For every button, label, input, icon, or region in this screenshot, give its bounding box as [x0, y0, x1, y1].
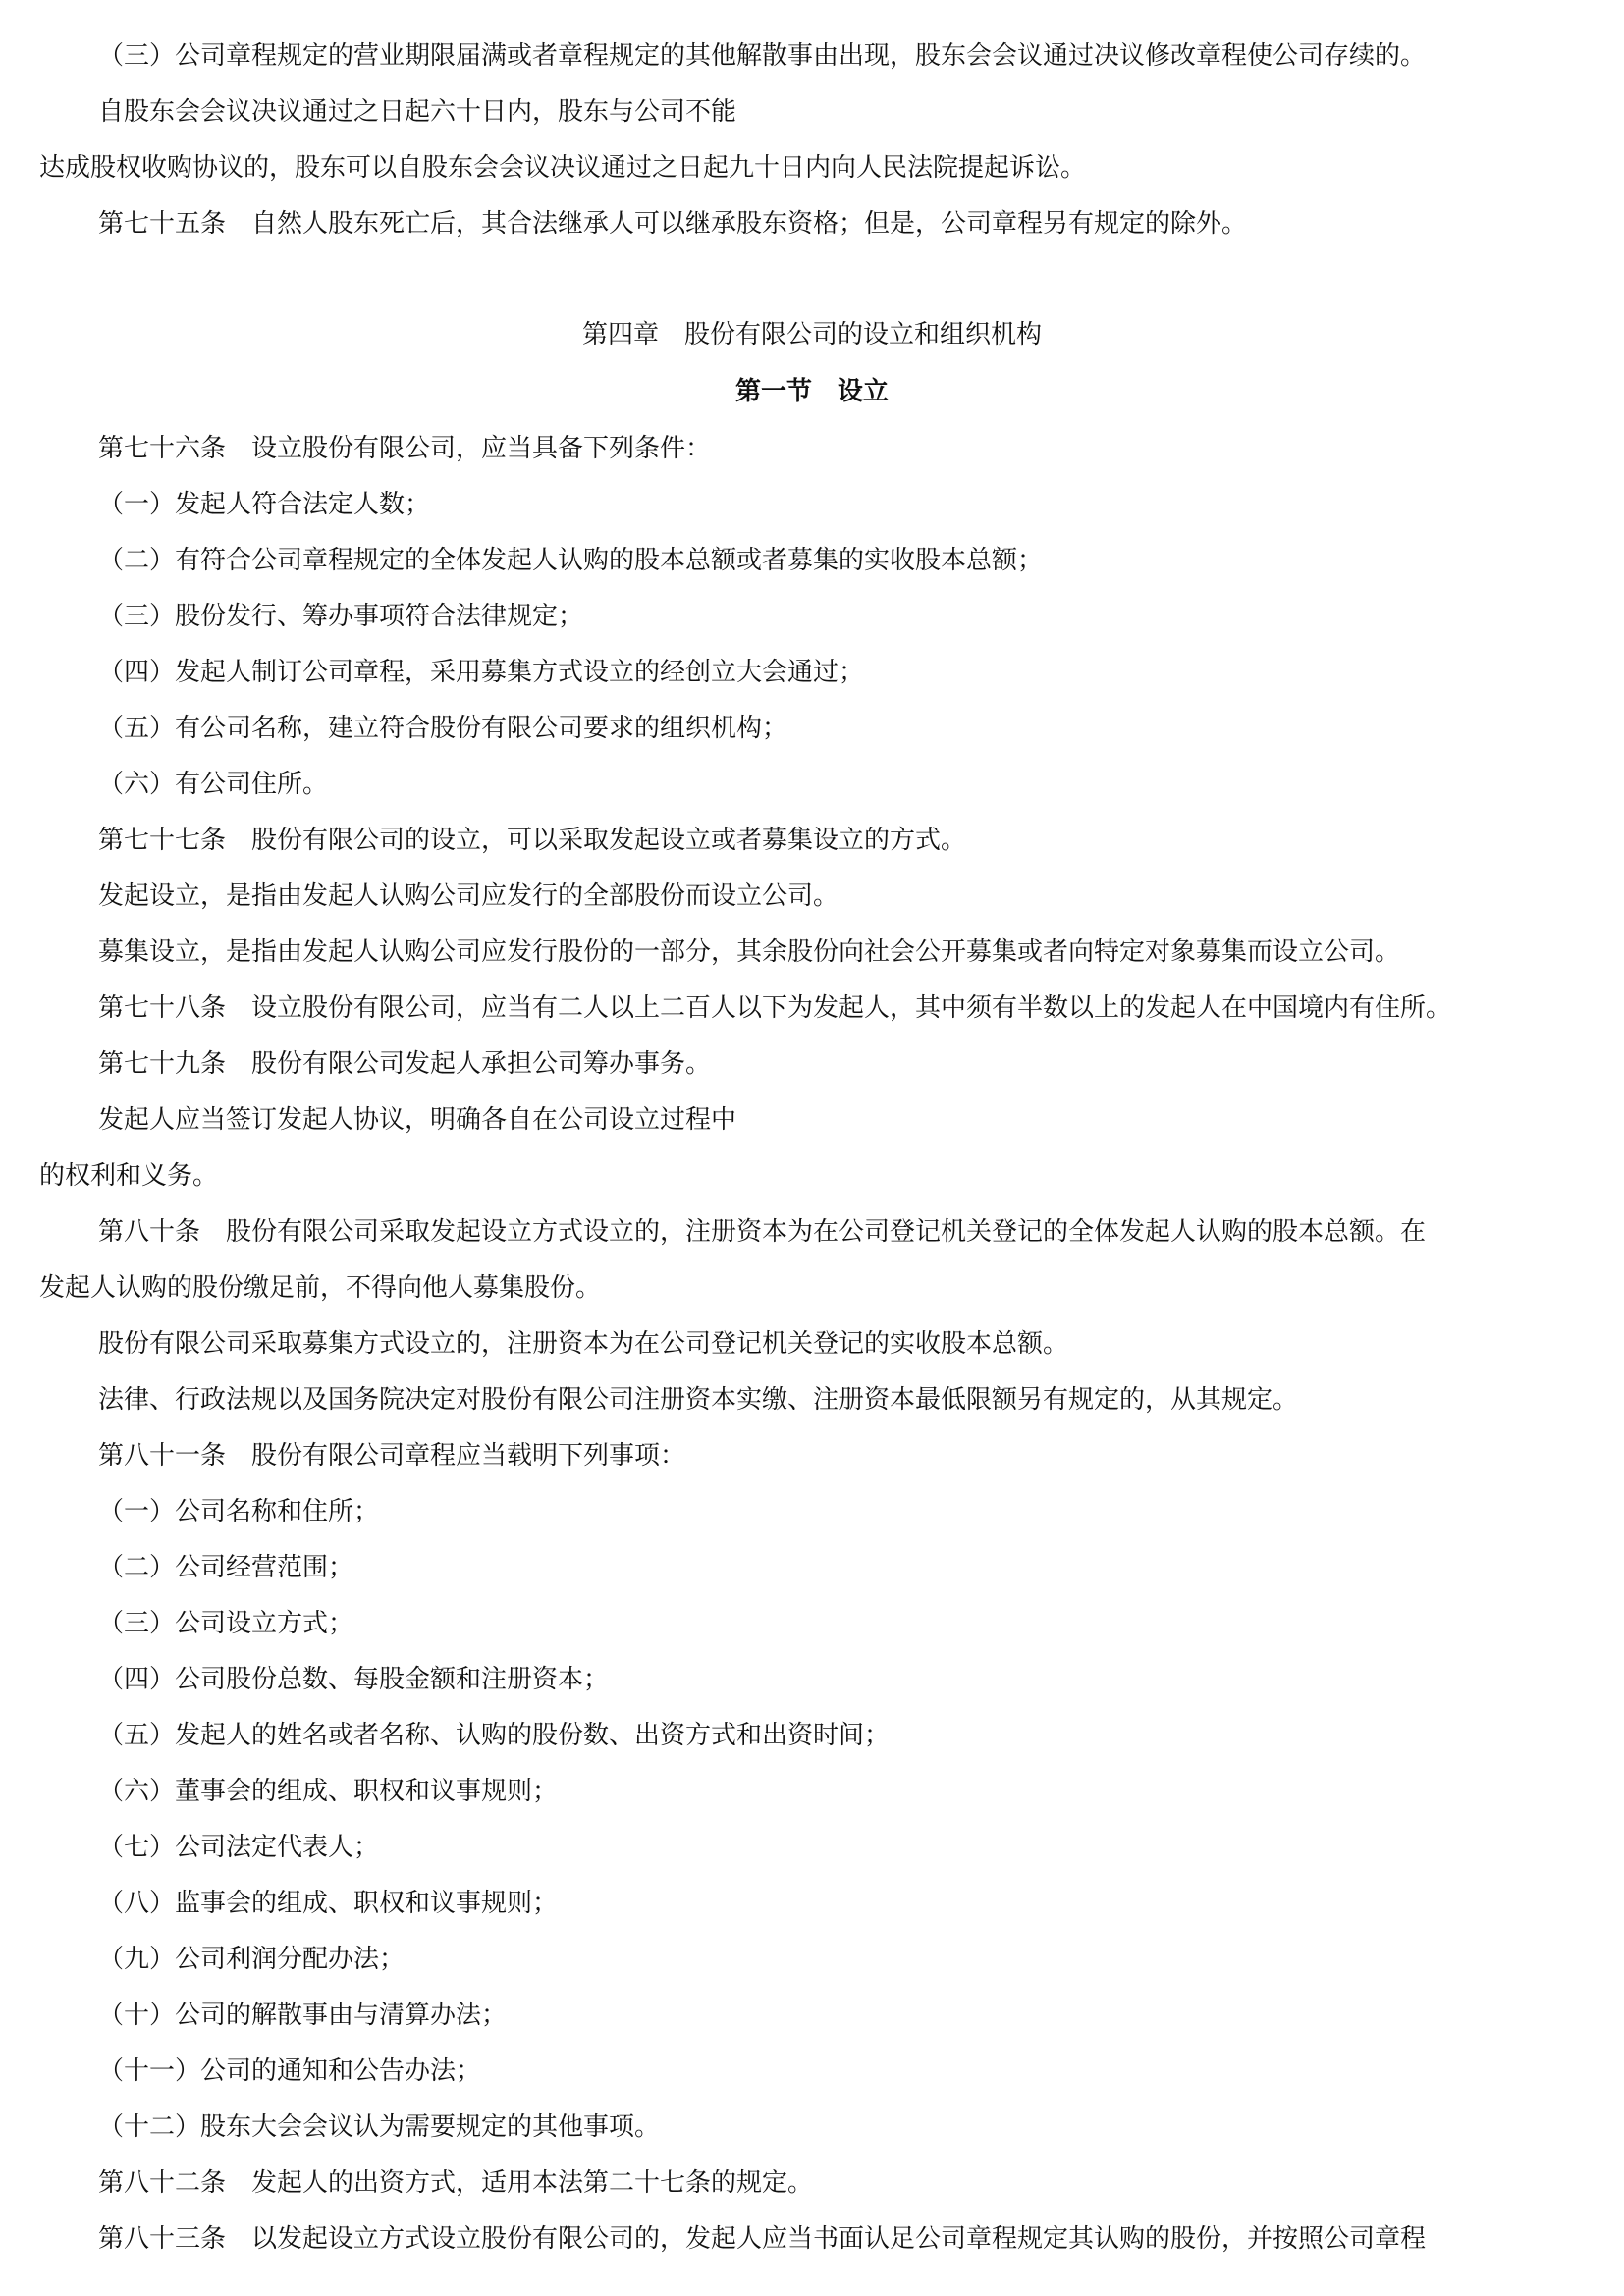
list-item: （四）发起人制订公司章程，采用募集方式设立的经创立大会通过；	[98, 658, 865, 687]
list-item: （三）公司设立方式；	[98, 1609, 354, 1638]
paragraph-line: 的权利和义务。	[39, 1161, 219, 1191]
list-item: （六）有公司住所。	[98, 770, 329, 799]
list-item: （五）发起人的姓名或者名称、认购的股份数、出资方式和出资时间；	[98, 1721, 891, 1750]
list-item: （二）公司经营范围；	[98, 1553, 354, 1582]
article-75: 第七十五条 自然人股东死亡后，其合法继承人可以继承股东资格；但是，公司章程另有规定的除外。	[98, 209, 1248, 239]
paragraph-line: 发起人认购的股份缴足前，不得向他人募集股份。	[39, 1273, 602, 1303]
article-81: 第八十一条 股份有限公司章程应当载明下列事项：	[98, 1441, 686, 1470]
paragraph-line: 发起设立，是指由发起人认购公司应发行的全部股份而设立公司。	[98, 881, 839, 911]
paragraph-line: 法律、行政法规以及国务院决定对股份有限公司注册资本实缴、注册资本最低限额另有规定的，从其规定。	[98, 1385, 1299, 1415]
paragraph-line: 自股东会会议决议通过之日起六十日内，股东与公司不能	[98, 97, 737, 127]
list-item: （一）公司名称和住所；	[98, 1497, 380, 1526]
list-item: （十二）股东大会会议认为需要规定的其他事项。	[98, 2112, 661, 2142]
list-item: （四）公司股份总数、每股金额和注册资本；	[98, 1665, 610, 1694]
list-item: （五）有公司名称，建立符合股份有限公司要求的组织机构；	[98, 714, 788, 743]
list-item: （八）监事会的组成、职权和议事规则；	[98, 1889, 559, 1918]
paragraph-line: （三）公司章程规定的营业期限届满或者章程规定的其他解散事由出现，股东会会议通过决议修改章程使公司存续的。	[98, 41, 1427, 71]
list-item: （三）股份发行、筹办事项符合法律规定；	[98, 602, 584, 631]
list-item: （七）公司法定代表人；	[98, 1833, 380, 1862]
article-80: 第八十条 股份有限公司采取发起设立方式设立的，注册资本为在公司登记机关登记的全体发起人认购的股本总额。在	[98, 1217, 1427, 1247]
article-77: 第七十七条 股份有限公司的设立，可以采取发起设立或者募集设立的方式。	[98, 826, 967, 855]
article-83: 第八十三条 以发起设立方式设立股份有限公司的，发起人应当书面认足公司章程规定其认购的股份，并按照公司章程	[98, 2224, 1427, 2254]
section-title: 第一节 设立	[734, 377, 889, 406]
chapter-title: 第四章 股份有限公司的设立和组织机构	[581, 320, 1042, 349]
article-79: 第七十九条 股份有限公司发起人承担公司筹办事务。	[98, 1049, 712, 1079]
list-item: （十）公司的解散事由与清算办法；	[98, 2001, 508, 2030]
list-item: （二）有符合公司章程规定的全体发起人认购的股本总额或者募集的实收股本总额；	[98, 546, 1044, 575]
list-item: （十一）公司的通知和公告办法；	[98, 2056, 482, 2086]
article-76: 第七十六条 设立股份有限公司，应当具备下列条件：	[98, 434, 712, 463]
list-item: （九）公司利润分配办法；	[98, 1945, 406, 1974]
paragraph-line: 募集设立，是指由发起人认购公司应发行股份的一部分，其余股份向社会公开募集或者向特定对象募集而设立公司。	[98, 937, 1401, 967]
paragraph-line: 股份有限公司采取募集方式设立的，注册资本为在公司登记机关登记的实收股本总额。	[98, 1329, 1069, 1359]
article-82: 第八十二条 发起人的出资方式，适用本法第二十七条的规定。	[98, 2168, 814, 2198]
list-item: （六）董事会的组成、职权和议事规则；	[98, 1777, 559, 1806]
article-78: 第七十八条 设立股份有限公司，应当有二人以上二百人以下为发起人，其中须有半数以上的发起人在中国境内有住所。	[98, 993, 1452, 1023]
paragraph-line: 达成股权收购协议的，股东可以自股东会会议决议通过之日起九十日内向人民法院提起诉讼。	[39, 153, 1087, 183]
paragraph-line: 发起人应当签订发起人协议，明确各自在公司设立过程中	[98, 1105, 737, 1135]
list-item: （一）发起人符合法定人数；	[98, 490, 431, 519]
